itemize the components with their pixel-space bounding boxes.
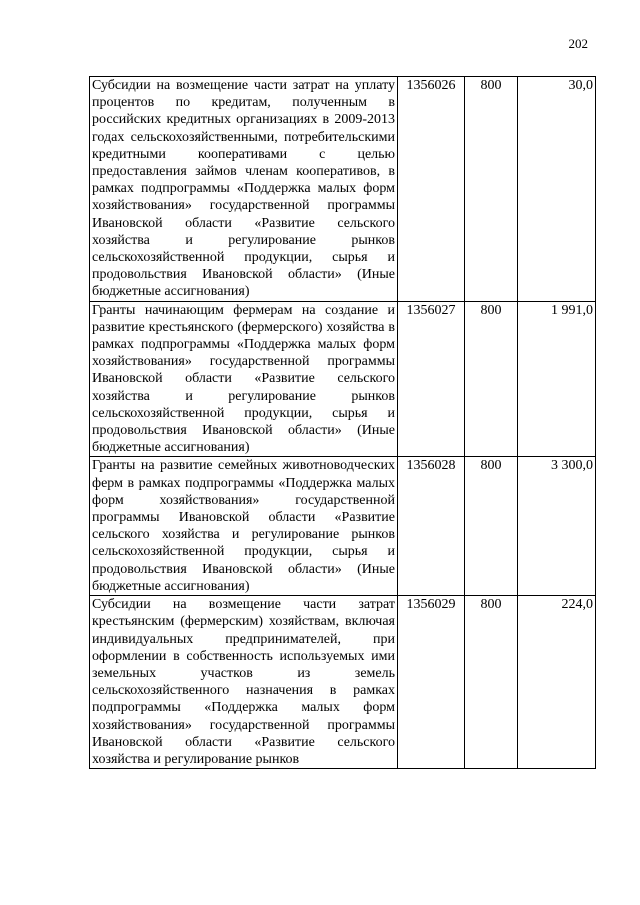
expense-type-cell: 800: [465, 77, 518, 302]
amount-cell: 224,0: [518, 596, 596, 769]
expense-type-cell: 800: [465, 596, 518, 769]
amount-cell: 1 991,0: [518, 301, 596, 457]
expense-name-cell: Гранты на развитие семейных животноводческих ферм в рамках подпрограммы «Поддержка малых форм хозяйствования» государственной программы Ивановской области «Развитие сельского хозяйства и регулирование рынков сельскохозяйственной продукции, сырья и продовольствия Ивановской области» (Иные бюджетные ассигнования): [90, 457, 398, 596]
target-article-code-cell: 1356027: [398, 301, 465, 457]
expense-name-cell: Субсидии на возмещение части затрат крестьянским (фермерским) хозяйствам, включая индивидуальных предпринимателей, при оформлении в собственность используемых ими земельных участков из земель сельскохозяйственного назначения в рамках подпрограммы «Поддержка малых форм хозяйствования» государственной программы Ивановской области «Развитие сельского хозяйства и регулирование рынков: [90, 596, 398, 769]
table-row: [90, 596, 596, 769]
page-number: 202: [568, 36, 588, 51]
amount-cell: 30,0: [518, 77, 596, 302]
budget-table: [89, 76, 596, 769]
expense-type-cell: 800: [465, 457, 518, 596]
amount-cell: 3 300,0: [518, 457, 596, 596]
table-row: [90, 77, 596, 302]
expense-name-cell: Субсидии на возмещение части затрат на уплату процентов по кредитам, полученным в российских кредитных организациях в 2009-2013 годах сельскохозяйственными, потребительскими кредитными кооперативами с целью предоставления займов членам кооперативов, в рамках подпрограммы «Поддержка малых форм хозяйствования» государственной программы Ивановской области «Развитие сельского хозяйства и регулирование рынков сельскохозяйственной продукции, сырья и продовольствия Ивановской области» (Иные бюджетные ассигнования): [90, 77, 398, 302]
expense-type-cell: 800: [465, 301, 518, 457]
target-article-code-cell: 1356029: [398, 596, 465, 769]
target-article-code-cell: 1356026: [398, 77, 465, 302]
table-row: [90, 301, 596, 457]
expense-name-cell: Гранты начинающим фермерам на создание и развитие крестьянского (фермерского) хозяйства в рамках подпрограммы «Поддержка малых форм хозяйствования» государственной программы Ивановской области «Развитие сельского хозяйства и регулирование рынков сельскохозяйственной продукции, сырья и продовольствия Ивановской области» (Иные бюджетные ассигнования): [90, 301, 398, 457]
table-row: [90, 457, 596, 596]
target-article-code-cell: 1356028: [398, 457, 465, 596]
